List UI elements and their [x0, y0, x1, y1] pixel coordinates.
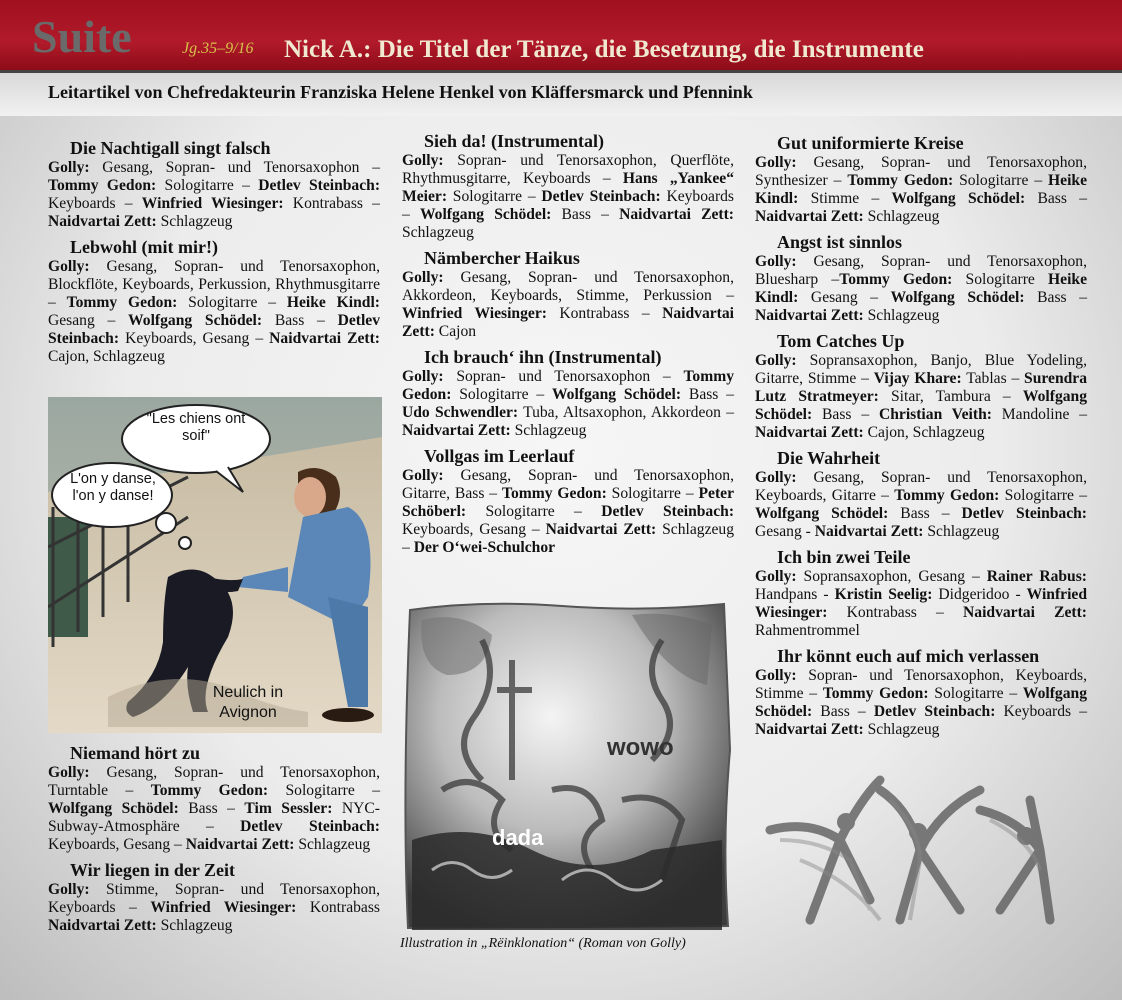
musician-name: Tommy Gedon:: [48, 177, 157, 194]
instruments: Stimme, Sopran- und Tenorsaxophon, Keyboards –: [48, 881, 380, 916]
song-entry: [402, 446, 734, 557]
song-entry: [48, 743, 380, 854]
song-title: Ich bin zwei Teile: [777, 547, 911, 567]
column-1-bottom: [48, 743, 380, 941]
musician-name: Kristin Seelig:: [834, 586, 933, 603]
instruments: Schlagzeug: [863, 721, 940, 738]
musician-name: Detlev Steinbach:: [240, 818, 381, 835]
musician-name: Naidvartai Zett:: [755, 721, 864, 738]
musician-name: Wolfgang Schödel:: [755, 685, 1087, 720]
musician-name: Tommy Gedon:: [402, 368, 734, 403]
musician-name: Naidvartai Zett:: [963, 604, 1088, 621]
instruments: Gesang, Sopran- und Tenorsaxophon –: [89, 159, 380, 176]
musician-name: Naidvartai Zett:: [755, 424, 864, 441]
musician-name: Tim Sessler:: [244, 800, 333, 817]
instruments: Schlagzeug –: [402, 521, 735, 556]
instruments: Schlagzeug: [156, 213, 233, 230]
musician-name: Winfried Wiesinger:: [755, 586, 1087, 621]
song-title: Lebwohl (mit mir!): [70, 237, 218, 257]
musician-name: Udo Schwendler:: [402, 404, 519, 421]
musician-name: Golly:: [755, 469, 797, 486]
musician-name: Golly:: [755, 667, 797, 684]
song-lineup: [48, 258, 380, 366]
song-title: Ihr könnt euch auf mich verlassen: [777, 646, 1040, 666]
song-entry: [402, 347, 734, 440]
instruments: Kontrabass: [296, 899, 380, 916]
instruments: Sologitarre –: [953, 172, 1049, 189]
musician-name: Detlev Steinbach:: [541, 188, 661, 205]
instruments: Gesang –: [48, 312, 129, 329]
song-entry: [755, 547, 1087, 640]
dancers-silhouettes: [760, 770, 1080, 940]
instruments: Cajon, Schlagzeug: [48, 348, 165, 365]
musician-name: Tommy Gedon:: [501, 485, 607, 502]
musician-name: Wolfgang Schödel:: [419, 206, 552, 223]
instruments: Gesang, Sopran- und Tenorsaxophon, Synthesizer –: [755, 154, 1087, 189]
song-title: Gut uniformierte Kreise: [777, 133, 964, 153]
musician-name: Heike Kindl:: [755, 271, 1087, 306]
song-lineup: [755, 568, 1087, 640]
instruments: Schlagzeug: [156, 917, 233, 934]
instruments: Mandoline –: [991, 406, 1088, 423]
song-lineup: [755, 154, 1087, 226]
song-lineup: [48, 764, 380, 854]
musician-name: Vijay Khare:: [873, 370, 962, 387]
instruments: Schlagzeug: [923, 523, 1000, 540]
musician-name: Naidvartai Zett:: [755, 208, 864, 225]
song-entry: [48, 237, 380, 366]
instruments: Kontrabass –: [827, 604, 964, 621]
song-entry: [402, 248, 734, 341]
musician-name: Winfried Wiesinger:: [150, 899, 297, 916]
instruments: Bass –: [681, 386, 735, 403]
song-lineup: [48, 881, 380, 935]
instruments: Sopransaxophon, Gesang –: [796, 568, 987, 585]
column-2: [402, 131, 734, 563]
musician-name: Golly:: [755, 253, 797, 270]
illustration-word-wowo: wowo: [607, 734, 674, 761]
song-lineup: [48, 159, 380, 231]
musician-name: Der O‘wei-Schulchor: [413, 539, 556, 556]
song-entry: [755, 331, 1087, 442]
instruments: Sologitarre –: [156, 177, 259, 194]
dog-photo: [48, 397, 382, 733]
column-1: [48, 138, 380, 372]
song-title: Angst ist sinnlos: [777, 232, 903, 252]
song-entry: [48, 138, 380, 231]
instruments: Sitar, Tambura –: [878, 388, 1023, 405]
musician-name: Golly:: [48, 881, 90, 898]
instruments: Schlagzeug: [294, 836, 371, 853]
musician-name: Wolfgang Schödel:: [755, 388, 1088, 423]
instruments: Keyboards –: [995, 703, 1087, 720]
musician-name: Wolfgang Schödel:: [890, 289, 1025, 306]
instruments: Keyboards, Gesang –: [119, 330, 270, 347]
musician-name: Golly:: [402, 152, 444, 169]
song-lineup: [402, 368, 734, 440]
instruments: Gesang –: [798, 289, 891, 306]
musician-name: Wolfgang Schödel:: [891, 190, 1026, 207]
song-entry: [755, 646, 1087, 739]
instruments: Bass –: [888, 505, 962, 522]
bubble-text-1: "Les chiens ont soif": [146, 411, 246, 444]
song-title: Vollgas im Leerlauf: [424, 446, 575, 466]
instruments: Keyboards, Gesang –: [48, 836, 186, 853]
dancers-graphic: [760, 770, 1080, 940]
musician-name: Tommy Gedon:: [66, 294, 178, 311]
song-title: Sieh da! (Instrumental): [424, 131, 605, 151]
song-lineup: [755, 469, 1087, 541]
instruments: Bass –: [551, 206, 620, 223]
photo-caption: Neulich in Avignon: [212, 684, 284, 721]
illustration-caption: Illustration in „Rëinklonation“ (Roman von Golly): [400, 936, 686, 951]
instruments: Schlagzeug: [863, 307, 940, 324]
instruments: Tablas –: [961, 370, 1025, 387]
musician-name: Detlev Steinbach:: [873, 703, 996, 720]
illustration-word-dada: dada: [492, 825, 544, 850]
musician-name: Tommy Gedon:: [150, 782, 269, 799]
instruments: Cajon, Schlagzeug: [863, 424, 985, 441]
instruments: Sologitarre –: [447, 188, 542, 205]
instruments: Bass –: [812, 703, 874, 720]
musician-name: Wolfgang Schödel:: [551, 386, 682, 403]
musician-name: Golly:: [402, 467, 444, 484]
instruments: Handpans -: [755, 586, 835, 603]
instruments: Gesang, Sopran- und Tenorsaxophon, Bluesharp –: [755, 253, 1087, 288]
instruments: Sologitarre –: [999, 487, 1087, 504]
subheading: [0, 70, 1122, 116]
musician-name: Wolfgang Schödel:: [48, 800, 179, 817]
instruments: Bass –: [262, 312, 338, 329]
musician-name: Golly:: [48, 764, 90, 781]
song-entry: [755, 232, 1087, 325]
instruments: Bass –: [1024, 289, 1087, 306]
musician-name: Golly:: [48, 159, 90, 176]
musician-name: Rainer Rabus:: [986, 568, 1087, 585]
musician-name: Naidvartai Zett:: [269, 330, 380, 347]
song-entry: [755, 448, 1087, 541]
song-entry: [755, 133, 1087, 226]
song-lineup: [402, 152, 734, 242]
instruments: Gesang -: [755, 523, 815, 540]
instruments: Sologitarre –: [928, 685, 1023, 702]
musician-name: Detlev Steinbach:: [601, 503, 735, 520]
song-lineup: [755, 667, 1087, 739]
musician-name: Winfried Wiesinger:: [141, 195, 284, 212]
musician-name: Heike Kindl:: [755, 172, 1088, 207]
masthead: [0, 0, 1122, 70]
musician-name: Hans „Yankee“ Meier:: [402, 170, 734, 205]
instruments: Sopran- und Tenorsaxophon, Querflöte, Rhythmusgitarre, Keyboards –: [402, 152, 734, 187]
musician-name: Golly:: [755, 568, 797, 585]
instruments: Rahmentrommel: [755, 622, 860, 639]
instruments: Schlagzeug: [510, 422, 587, 439]
instruments: Kontrabass –: [283, 195, 380, 212]
instruments: Sologitarre –: [177, 294, 287, 311]
instruments: Schlagzeug: [402, 224, 474, 241]
musician-name: Detlev Steinbach:: [258, 177, 381, 194]
instruments: Keyboards –: [402, 188, 734, 223]
musician-name: Naidvartai Zett:: [545, 521, 657, 538]
instruments: Schlagzeug: [863, 208, 940, 225]
song-title: Nämbercher Haikus: [424, 248, 580, 268]
instruments: Gesang, Sopran- und Tenorsaxophon, Gitarre, Bass –: [402, 467, 734, 502]
musician-name: Heike Kindl:: [286, 294, 380, 311]
illustration-graphic: [402, 600, 732, 930]
instruments: Gesang, Sopran- und Tenorsaxophon, Akkordeon, Keyboards, Stimme, Perkussion –: [402, 269, 734, 304]
song-lineup: [402, 269, 734, 341]
musician-name: Tommy Gedon:: [822, 685, 929, 702]
musician-name: Winfried Wiesinger:: [402, 305, 547, 322]
instruments: Keyboards, Gesang –: [402, 521, 546, 538]
instruments: Sologitarre –: [466, 503, 602, 520]
instruments: Didgeridoo -: [932, 586, 1027, 603]
instruments: NYC-Subway-Atmosphäre –: [48, 800, 380, 835]
instruments: Cajon: [434, 323, 477, 340]
instruments: Sologitarre –: [268, 782, 381, 799]
musician-name: Christian Veith:: [878, 406, 992, 423]
musician-name: Surendra Lutz Stratmeyer:: [755, 370, 1088, 405]
musician-name: Golly:: [755, 352, 797, 369]
song-title: Tom Catches Up: [777, 331, 905, 351]
byline: Leitartikel von Chefredakteurin Franziska Helene Henkel von Kläffersmarck und Pfennink: [48, 82, 753, 102]
instruments: Gesang, Sopran- und Tenorsaxophon, Blockflöte, Keyboards, Perkussion, Rhythmusgitarre –: [48, 258, 380, 311]
article-title: Nick A.: Die Titel der Tänze, die Besetzung, die Instrumente: [284, 36, 924, 63]
instruments: Tuba, Altsaxophon, Akkordeon –: [518, 404, 735, 421]
issue-number: Jg.35–9/16: [182, 40, 254, 57]
musician-name: Tommy Gedon:: [839, 271, 953, 288]
bubble-text-2: L'on y danse, l'on y danse!: [70, 471, 156, 504]
musician-name: Golly:: [755, 154, 797, 171]
song-title: Die Nachtigall singt falsch: [70, 138, 271, 158]
musician-name: Naidvartai Zett:: [755, 307, 864, 324]
song-title: Niemand hört zu: [70, 743, 200, 763]
song-entry: [48, 860, 380, 935]
song-title: Ich brauch‘ ihn (Instrumental): [424, 347, 662, 367]
instruments: Sopransaxophon, Banjo, Blue Yodeling, Gitarre, Stimme –: [755, 352, 1087, 387]
musician-name: Naidvartai Zett:: [185, 836, 295, 853]
musician-name: Naidvartai Zett:: [402, 305, 734, 340]
magazine-name: Suite: [32, 11, 132, 62]
instruments: Sologitarre –: [606, 485, 699, 502]
column-3: [755, 133, 1087, 745]
song-title: Wir liegen in der Zeit: [70, 860, 235, 880]
song-entry: [402, 131, 734, 242]
song-lineup: [755, 253, 1087, 325]
instruments: Sologitarre: [952, 271, 1049, 288]
musician-name: Detlev Steinbach:: [961, 505, 1087, 522]
song-title: Die Wahrheit: [777, 448, 881, 468]
musician-name: Naidvartai Zett:: [48, 917, 157, 934]
musician-name: Peter Schöberl:: [402, 485, 734, 520]
musician-name: Wolfgang Schödel:: [128, 312, 263, 329]
musician-name: Naidvartai Zett:: [814, 523, 924, 540]
musician-name: Naidvartai Zett:: [619, 206, 735, 223]
instruments: Bass –: [1025, 190, 1088, 207]
instruments: Sopran- und Tenorsaxophon, Keyboards, Stimme –: [755, 667, 1087, 702]
song-lineup: [755, 352, 1087, 442]
instruments: Gesang, Sopran- und Tenorsaxophon, Keyboards, Gitarre –: [755, 469, 1087, 504]
instruments: Stimme –: [798, 190, 892, 207]
musician-name: Golly:: [402, 269, 444, 286]
illustration: [402, 600, 732, 930]
musician-name: Golly:: [48, 258, 90, 275]
song-lineup: [402, 467, 734, 557]
instruments: Bass –: [812, 406, 879, 423]
instruments: Gesang, Sopran- und Tenorsaxophon, Turntable –: [48, 764, 380, 799]
musician-name: Tommy Gedon:: [894, 487, 1000, 504]
instruments: Sopran- und Tenorsaxophon –: [443, 368, 684, 385]
musician-name: Naidvartai Zett:: [48, 213, 157, 230]
musician-name: Detlev Steinbach:: [48, 312, 380, 347]
instruments: Keyboards –: [48, 195, 142, 212]
instruments: Bass –: [178, 800, 245, 817]
musician-name: Naidvartai Zett:: [402, 422, 511, 439]
instruments: Sologitarre –: [451, 386, 552, 403]
musician-name: Golly:: [402, 368, 444, 385]
musician-name: Tommy Gedon:: [847, 172, 954, 189]
musician-name: Wolfgang Schödel:: [755, 505, 889, 522]
instruments: Kontrabass –: [546, 305, 663, 322]
